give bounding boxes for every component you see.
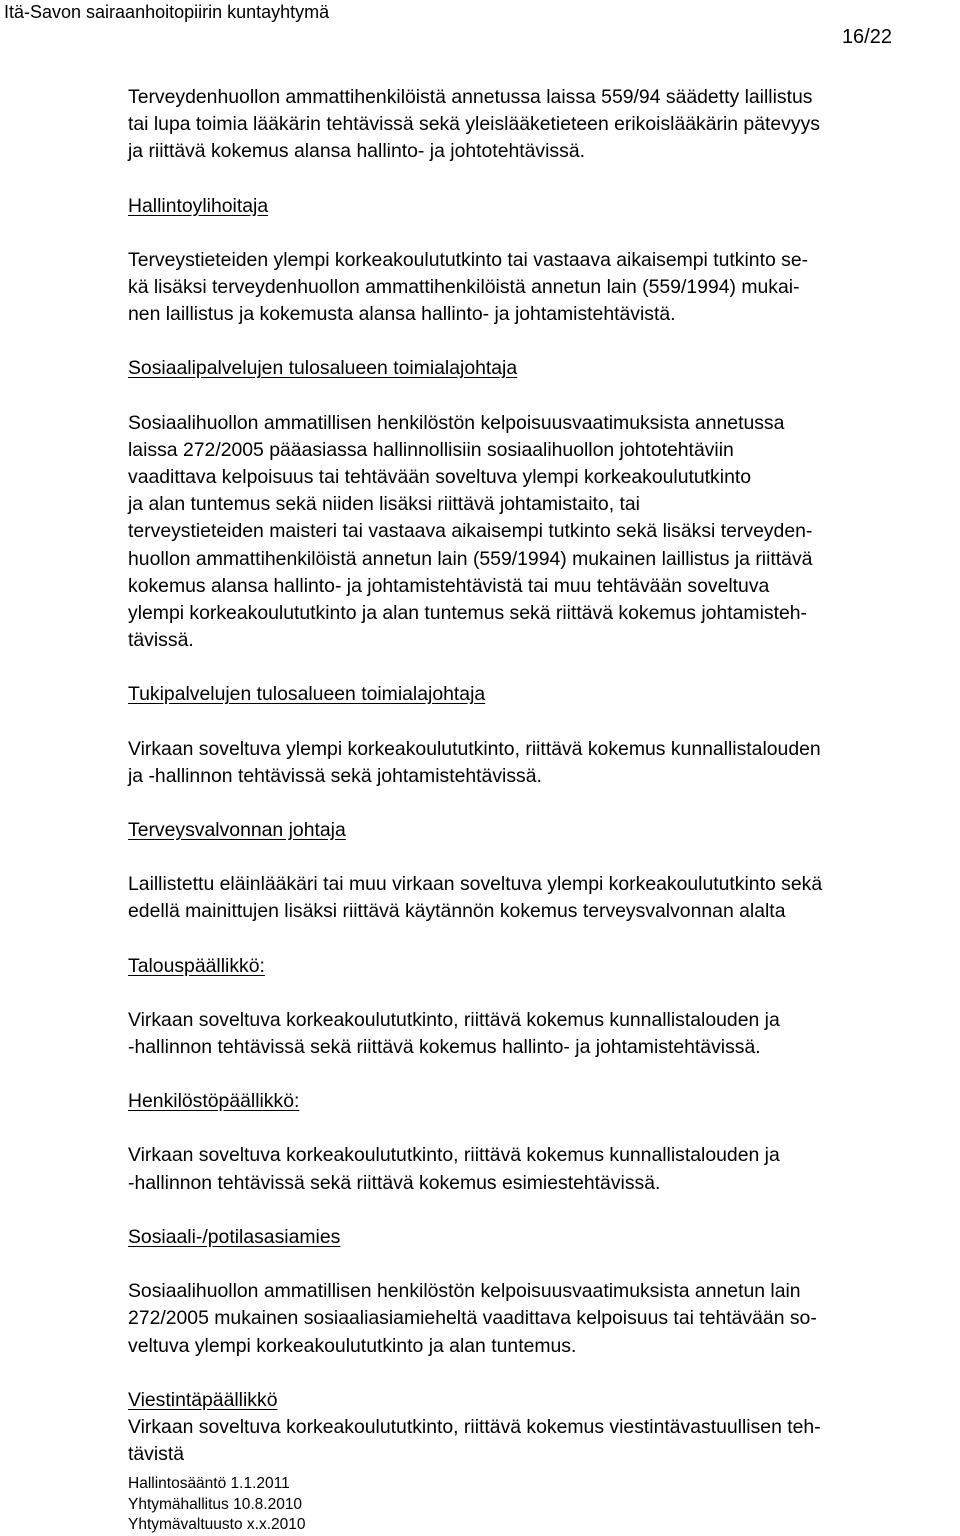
footer-line-yhtymahallitus: Yhtymähallitus 10.8.2010: [128, 1495, 303, 1513]
section-body-potilasasiamies: Sosiaalihuollon ammatillisen henkilöstön kelpoisuusvaatimuksista annetun lain 272/2005 mukainen sosiaaliasiamieheltä vaadittava kelpoisuus tai tehtävään so- veltuva ylempi korkeakoulututkinto ja alan tuntemus.: [128, 1280, 817, 1357]
section-heading-potilasasiamies: Sosiaali-/potilasasiamies: [128, 1225, 341, 1248]
document-header-organization: Itä-Savon sairaanhoitopiirin kuntayhtymä: [4, 2, 330, 22]
document-footer: [128, 1474, 306, 1536]
intro-paragraph: Terveydenhuollon ammattihenkilöistä annetussa laissa 559/94 säädetty laillistus tai lupa toimia lääkärin tehtävissä sekä yleislääketieteen erikoislääkärin pätevyys ja riittävä kokemus alansa hallinto- ja johtotehtävissä.: [128, 86, 820, 163]
page-number: 16/22: [841, 26, 892, 48]
section-heading-tukipalvelut: Tukipalvelujen tulosalueen toimialajohtaja: [128, 683, 486, 706]
section-heading-talouspaallikko: Talouspäällikkö:: [128, 954, 265, 977]
section-body-hallintoylihoitaja: Terveystieteiden ylempi korkeakoulututkinto tai vastaava aikaisempi tutkinto se- kä lisäksi terveydenhuollon ammattihenkilöistä annetun lain (559/1994) mukai- nen laillistus ja kokemusta alansa hallinto- ja johtamistehtävistä.: [128, 248, 809, 326]
section-body-terveysvalvonta: Laillistettu eläinlääkäri tai muu virkaan soveltuva ylempi korkeakoulututkinto sekä edellä mainittujen lisäksi riittävä käytännön kokemus terveysvalvonnan alalta: [128, 873, 823, 923]
section-body-talouspaallikko: Virkaan soveltuva korkeakoulututkinto, riittävä kokemus kunnallistalouden ja -hallinnon tehtävissä sekä riittävä kokemus hallinto- ja johtamistehtävissä.: [128, 1008, 780, 1059]
section-body-henkilostopaallikko: Virkaan soveltuva korkeakoulututkinto, riittävä kokemus kunnallistalouden ja -hallinnon tehtävissä sekä riittävä kokemus esimiestehtävissä.: [128, 1144, 780, 1194]
document-body: [128, 84, 960, 1468]
footer-line-yhtymavaltuusto: Yhtymävaltuusto x.x.2010: [128, 1516, 306, 1533]
section-heading-hallintoylihoitaja: Hallintoylihoitaja: [128, 194, 269, 217]
section-body-viestintapaallikko: Virkaan soveltuva korkeakoulututkinto, riittävä kokemus viestintävastuullisen teh- tävistä: [128, 1415, 821, 1466]
section-body-tukipalvelut: Virkaan soveltuva ylempi korkeakoulututkinto, riittävä kokemus kunnallistalouden ja -hallinnon tehtävissä sekä johtamistehtävissä.: [128, 737, 821, 787]
section-heading-terveysvalvonta: Terveysvalvonnan johtaja: [128, 819, 346, 842]
section-heading-viestintapaallikko: Viestintäpäällikkö: [128, 1388, 278, 1411]
section-heading-sosiaalipalvelut: Sosiaalipalvelujen tulosalueen toimialajohtaja: [128, 357, 518, 380]
section-body-sosiaalipalvelut: Sosiaalihuollon ammatillisen henkilöstön kelpoisuusvaatimuksista annetussa laissa 272/2005 pääasiassa hallinnollisiin sosiaalihuollon johtotehtäviin vaadittava kelpoisuus tai tehtävään soveltuva ylempi korkeakoulututkinto ja alan tuntemus sekä niiden lisäksi riittävä johtamistaito, tai terveystieteiden maisteri tai vastaava aikaisempi tutkinto sekä lisäksi terveyden- huollon ammattihenkilöistä annetun lain (559/1994) mukainen laillistus ja riittävä kokemus alansa hallinto- ja johtamistehtävistä tai muu tehtävään soveltuva ylempi korkeakoulututkinto ja alan tuntemus sekä riittävä kokemus johtamisteh- tävissä.: [128, 411, 813, 652]
section-heading-henkilostopaallikko: Henkilöstöpäällikkö:: [128, 1090, 300, 1113]
footer-line-hallintosaanto: Hallintosääntö 1.1.2011: [128, 1475, 290, 1492]
